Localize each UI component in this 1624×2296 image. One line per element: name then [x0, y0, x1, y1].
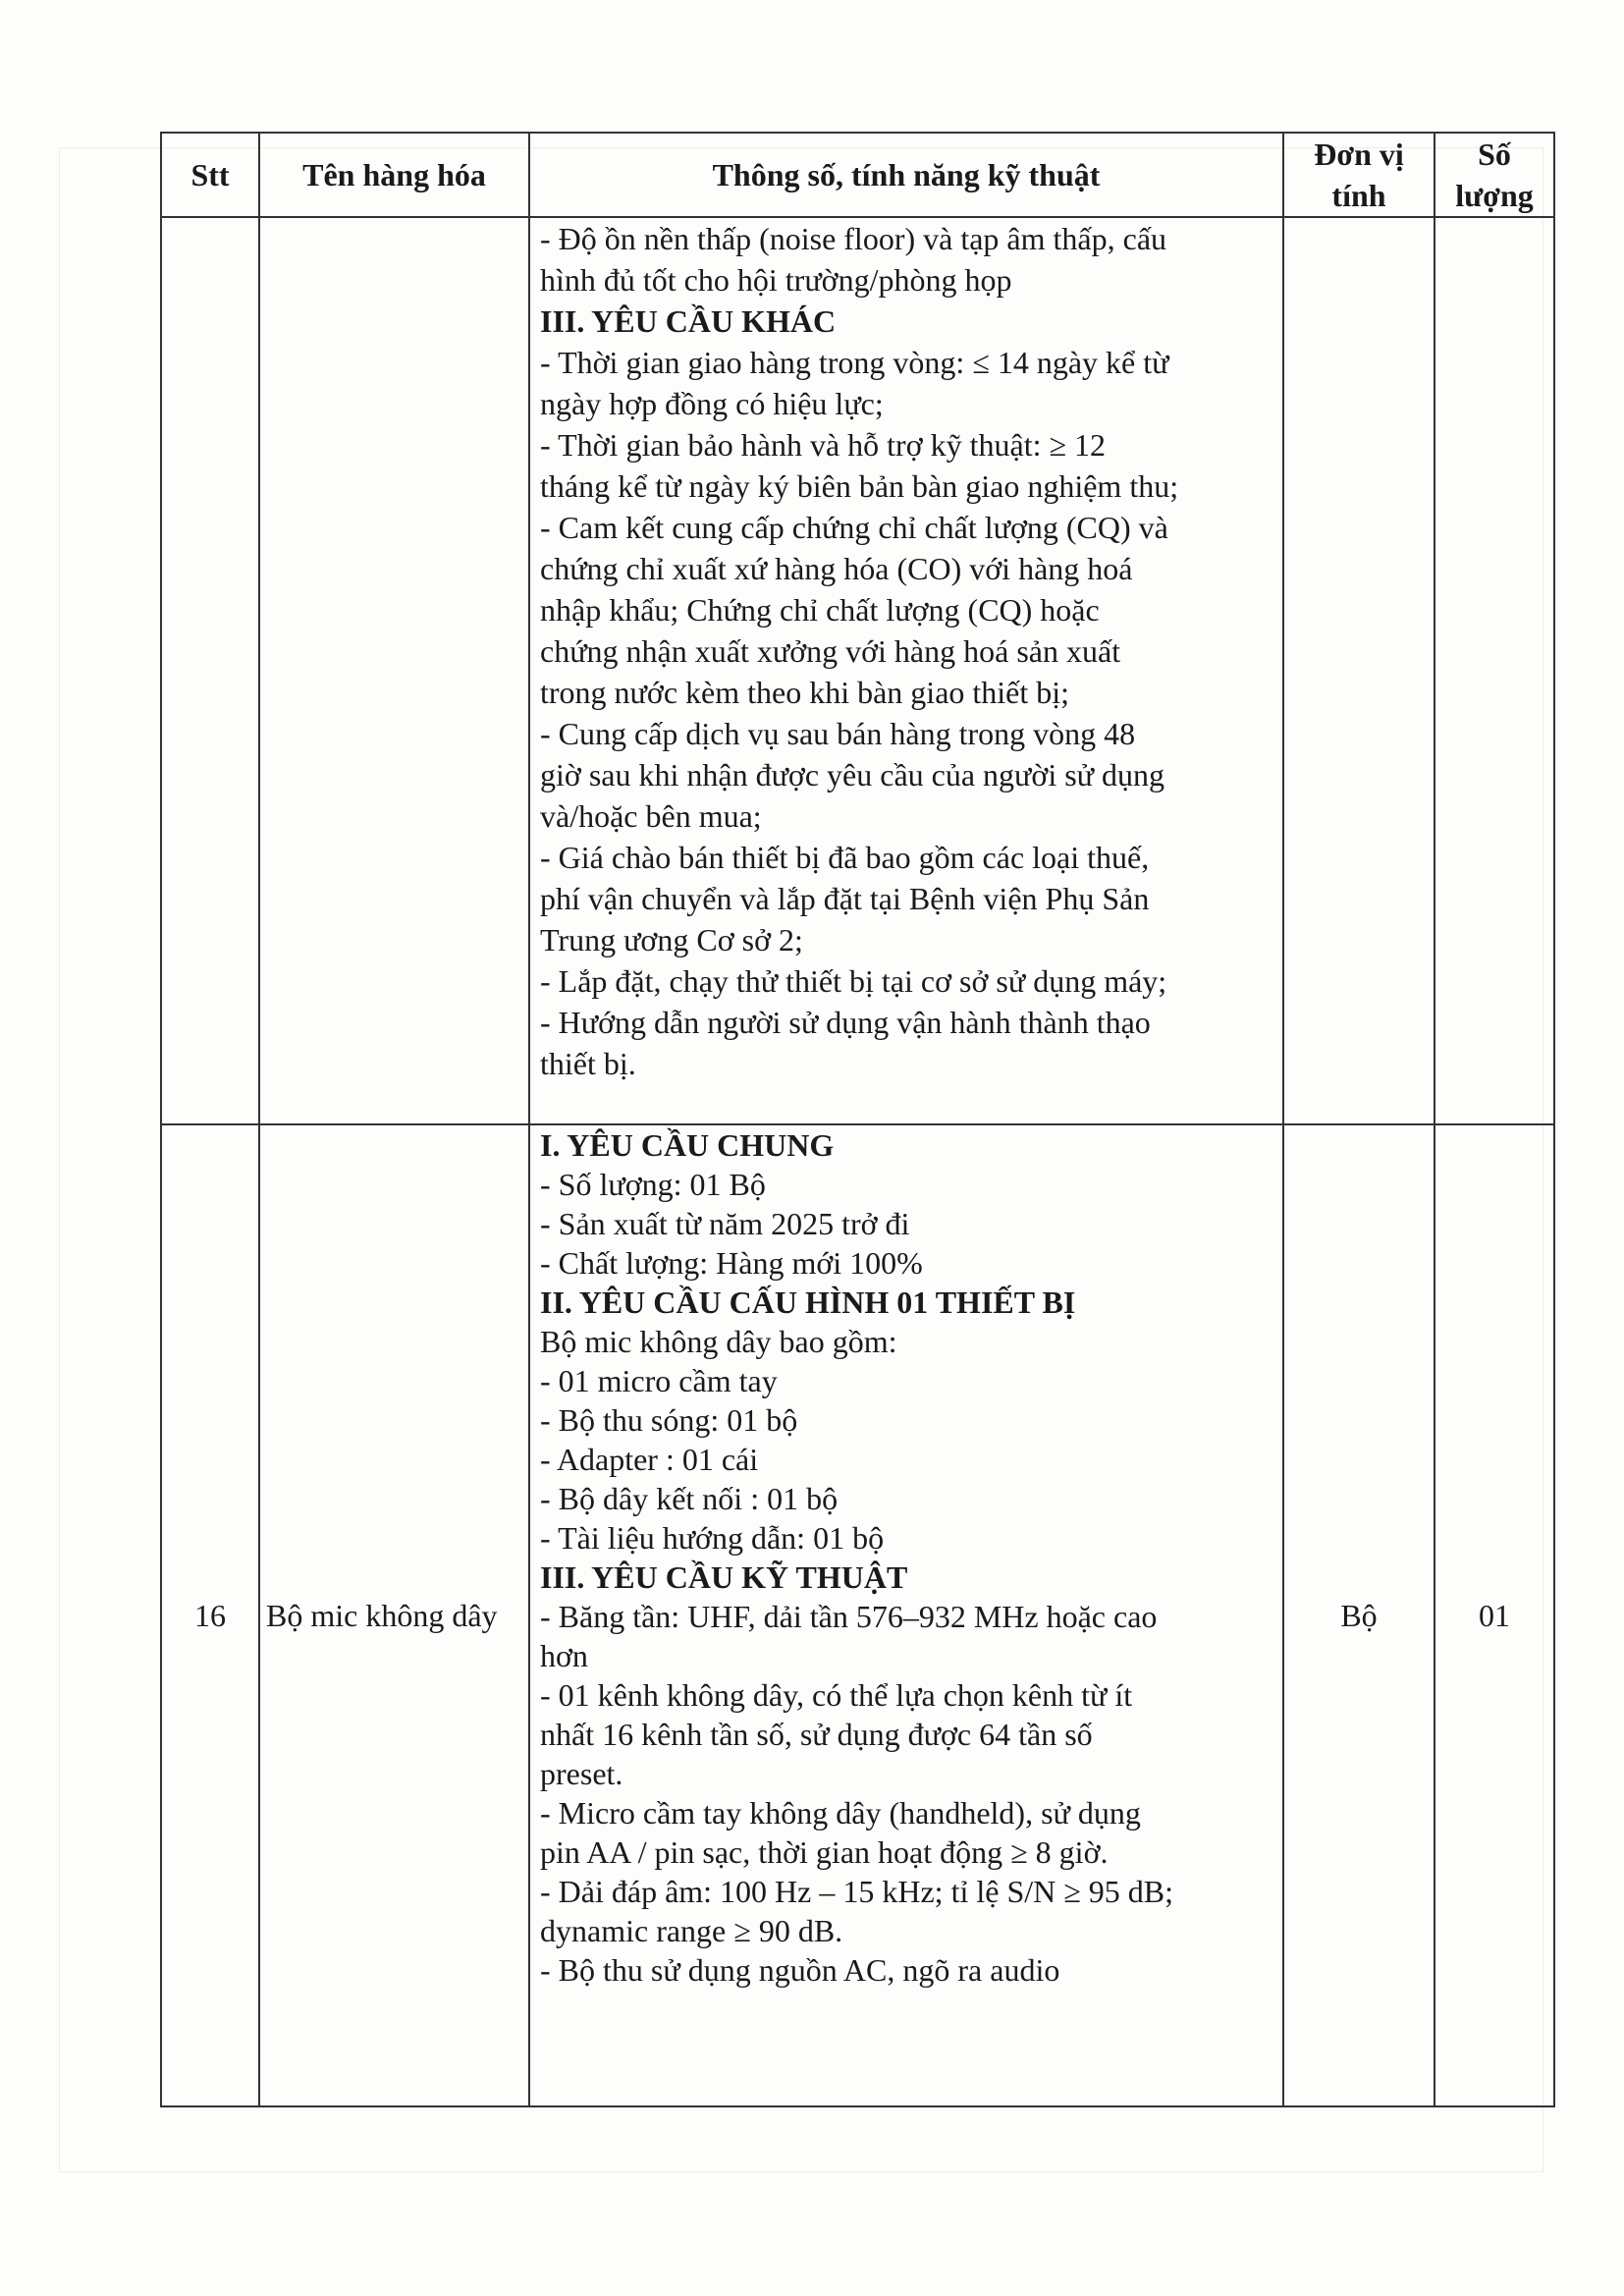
spec-line: preset. — [540, 1756, 623, 1791]
spec-line: pin AA / pin sạc, thời gian hoạt động ≥ 8 giờ. — [540, 1834, 1109, 1870]
spec-line: giờ sau khi nhận được yêu cầu của người sử dụng — [540, 757, 1164, 793]
spec-line: - Bộ thu sóng: 01 bộ — [540, 1402, 798, 1438]
spec-line: - Lắp đặt, chạy thử thiết bị tại cơ sở sử dụng máy; — [540, 963, 1167, 999]
spec-line: - Cam kết cung cấp chứng chỉ chất lượng (CQ) và — [540, 510, 1168, 545]
unit-cell: Bộ — [1283, 1124, 1435, 2106]
section-heading: III. YÊU CẦU KỸ THUẬT — [540, 1559, 908, 1595]
unit-cell-prev — [1283, 217, 1435, 1124]
spec-line: - 01 micro cầm tay — [540, 1363, 778, 1398]
spec-line: hình đủ tốt cho hội trường/phòng họp — [540, 262, 1012, 298]
header-spec: Thông số, tính năng kỹ thuật — [529, 133, 1283, 217]
spec-line: - Bộ dây kết nối : 01 bộ — [540, 1481, 839, 1516]
spec-line: - Giá chào bán thiết bị đã bao gồm các loại thuế, — [540, 840, 1150, 875]
spec-line: - Thời gian bảo hành và hỗ trợ kỹ thuật: ≥ 12 — [540, 427, 1107, 463]
spec-line: - Tài liệu hướng dẫn: 01 bộ — [540, 1520, 885, 1556]
spec-cell-prev — [529, 217, 1283, 1124]
table-row-continued — [161, 217, 1554, 1124]
table-row — [161, 1124, 1554, 2106]
spec-table — [160, 132, 1555, 2107]
spec-line: nhất 16 kênh tần số, sử dụng được 64 tần số — [540, 1717, 1093, 1752]
spec-line: chứng chỉ xuất xứ hàng hóa (CO) với hàng hoá — [540, 551, 1133, 586]
spec-line: tháng kể từ ngày ký biên bản bàn giao nghiệm thu; — [540, 468, 1179, 504]
spec-line: - Micro cầm tay không dây (handheld), sử dụng — [540, 1795, 1141, 1831]
spec-line: Trung ương Cơ sở 2; — [540, 922, 803, 957]
spec-cell — [529, 1124, 1283, 2106]
section-heading: I. YÊU CẦU CHUNG — [540, 1127, 835, 1163]
spec-line: phí vận chuyển và lắp đặt tại Bệnh viện Phụ Sản — [540, 881, 1150, 916]
header-stt: Stt — [161, 133, 259, 217]
header-qty: Số lượng — [1435, 133, 1554, 217]
section-heading: III. YÊU CẦU KHÁC — [540, 303, 837, 339]
spec-line: - Adapter : 01 cái — [540, 1442, 759, 1477]
stt-cell-prev — [161, 217, 259, 1124]
spec-line: - Chất lượng: Hàng mới 100% — [540, 1245, 923, 1281]
spec-line: - Độ ồn nền thấp (noise floor) và tạp âm thấp, cấu — [540, 221, 1167, 256]
section-heading: II. YÊU CẦU CẤU HÌNH 01 THIẾT BỊ — [540, 1285, 1076, 1320]
header-name: Tên hàng hóa — [259, 133, 529, 217]
spec-line: dynamic range ≥ 90 dB. — [540, 1913, 843, 1948]
spec-line: - Bộ thu sử dụng nguồn AC, ngõ ra audio — [540, 1952, 1060, 1988]
spec-line: trong nước kèm theo khi bàn giao thiết bị; — [540, 675, 1070, 710]
spec-line: - 01 kênh không dây, có thể lựa chọn kênh từ ít — [540, 1677, 1133, 1713]
spec-line: - Số lượng: 01 Bộ — [540, 1167, 766, 1202]
spec-line: ngày hợp đồng có hiệu lực; — [540, 386, 884, 421]
qty-cell: 01 — [1435, 1124, 1554, 2106]
spec-line: - Sản xuất từ năm 2025 trở đi — [540, 1206, 910, 1241]
spec-line: thiết bị. — [540, 1046, 636, 1081]
spec-line: và/hoặc bên mua; — [540, 798, 762, 834]
table-header-row — [161, 133, 1554, 217]
stt-cell: 16 — [161, 1124, 259, 2106]
spec-line: Bộ mic không dây bao gồm: — [540, 1324, 897, 1359]
spec-line: - Dải đáp âm: 100 Hz – 15 kHz; tỉ lệ S/N ≥ 95 dB; — [540, 1874, 1174, 1909]
spec-line: - Thời gian giao hàng trong vòng: ≤ 14 ngày kể từ — [540, 345, 1169, 380]
spec-line: - Hướng dẫn người sử dụng vận hành thành thạo — [540, 1005, 1151, 1040]
name-cell-prev — [259, 217, 529, 1124]
header-unit: Đơn vị tính — [1283, 133, 1435, 217]
spec-line: chứng nhận xuất xưởng với hàng hoá sản xuất — [540, 633, 1121, 669]
spec-line: hơn — [540, 1638, 588, 1673]
spec-line: nhập khẩu; Chứng chỉ chất lượng (CQ) hoặc — [540, 592, 1100, 628]
item-name-cell: Bộ mic không dây — [259, 1124, 529, 2106]
qty-cell-prev — [1435, 217, 1554, 1124]
spec-line: - Băng tần: UHF, dải tần 576–932 MHz hoặc cao — [540, 1599, 1158, 1634]
spec-line: - Cung cấp dịch vụ sau bán hàng trong vòng 48 — [540, 716, 1136, 751]
